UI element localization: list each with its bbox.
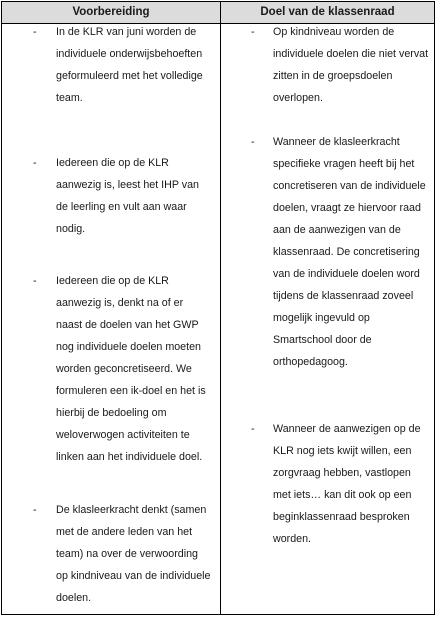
list-item-text: Wanneer de klasleerkracht specifieke vragen heeft bij het concretiseren van de individuele doelen, vraagt ze hiervoor raad aan de aanwezigen van de klassenraad. De concretisering van de individuele doelen word tijdens de klassenraad zoveel mogelijk ingevuld op Smartschool door de orthopedagoog. — [273, 136, 426, 368]
bullet-dash: - — [251, 26, 255, 38]
bullet-dash: - — [33, 26, 37, 38]
list-item-text: Iedereen die op de KLR aanwezig is, denkt na of er naast de doelen van het GWP nog individuele doelen moeten worden geconcretiseerd. We formuleren een ik-doel en het is hierbij de bedoeling om weloverwogen activiteiten te linken aan het individuele doel. — [56, 275, 206, 463]
bullet-dash: - — [251, 136, 255, 148]
list-item-text: Op kindniveau worden de individuele doelen die niet vervat zitten in de groepsdoelen overlopen. — [273, 26, 429, 104]
column-divider — [220, 2, 221, 614]
column-header-preparation: Voorbereiding — [72, 6, 150, 18]
bullet-dash: - — [33, 275, 37, 287]
bullet-dash: - — [33, 504, 37, 516]
bullet-dash: - — [33, 157, 37, 169]
list-item-text: De klasleerkracht denkt (samen met de andere leden van het team) na over de verwoording op kindniveau van de individuele doelen. — [56, 504, 211, 604]
list-item-text: In de KLR van juni worden de individuele onderwijsbehoeften geformuleerd met het volledige team. — [56, 26, 203, 104]
bullet-dash: - — [251, 423, 255, 435]
list-item-text: Iedereen die op de KLR aanwezig is, leest het IHP van de leerling en vult aan waar nodig. — [56, 157, 199, 235]
list-item-text: Wanneer de aanwezigen op de KLR nog iets kwijt willen, een zorgvraag hebben, vastlopen met iets… kan dit ook op een beginklassenraad besproken worden. — [273, 423, 421, 545]
column-header-goal: Doel van de klassenraad — [260, 6, 395, 18]
